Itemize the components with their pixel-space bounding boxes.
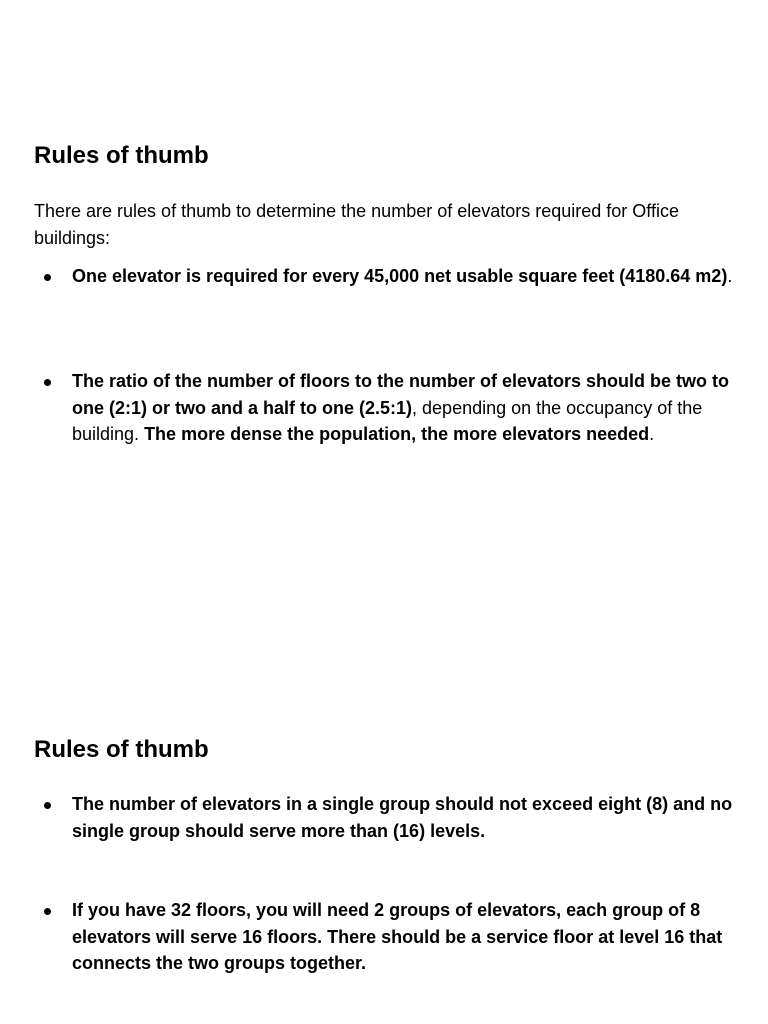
bullet-icon	[44, 274, 51, 281]
list-item	[34, 263, 734, 290]
bullet-icon	[44, 802, 51, 809]
section-2-heading: Rules of thumb	[34, 736, 209, 763]
list-item	[34, 791, 734, 844]
bullet-icon	[44, 908, 51, 915]
section-1	[34, 142, 740, 170]
list-item	[34, 368, 734, 448]
section-2	[34, 736, 740, 764]
bullet-tail-text: .	[649, 424, 655, 444]
bullet-bold-text: The more dense the population, the more elevators needed	[144, 424, 650, 444]
bullet-text: If you have 32 floors, you will need 2 groups of elevators, each group of 8 elevators will serve 16 floors. There should be a service floor at level 16 that connects the two groups together.	[72, 900, 723, 973]
bullet-bold-text: The ratio of the number of floors to the number of elevators should be two to one (2:1) or two and a half to one (2.5:1)	[72, 371, 730, 418]
bullet-text: The number of elevators in a single group should not exceed eight (8) and no single group should serve more than (16) levels.	[72, 794, 733, 841]
bullet-text	[72, 368, 734, 448]
intro-paragraph: There are rules of thumb to determine the number of elevators required for Office buildings:	[34, 201, 679, 248]
bullet-tail-text: .	[727, 266, 733, 286]
bullet-normal-text: , depending on the occupancy of the building.	[72, 397, 703, 444]
list-item	[34, 897, 734, 977]
bullet-icon	[44, 379, 51, 386]
section-1-heading: Rules of thumb	[34, 142, 209, 169]
section-1-intro	[34, 198, 740, 252]
bullet-bold-text: One elevator is required for every 45,000 net usable square feet (4180.64 m2)	[72, 266, 728, 286]
bullet-text	[72, 263, 734, 290]
